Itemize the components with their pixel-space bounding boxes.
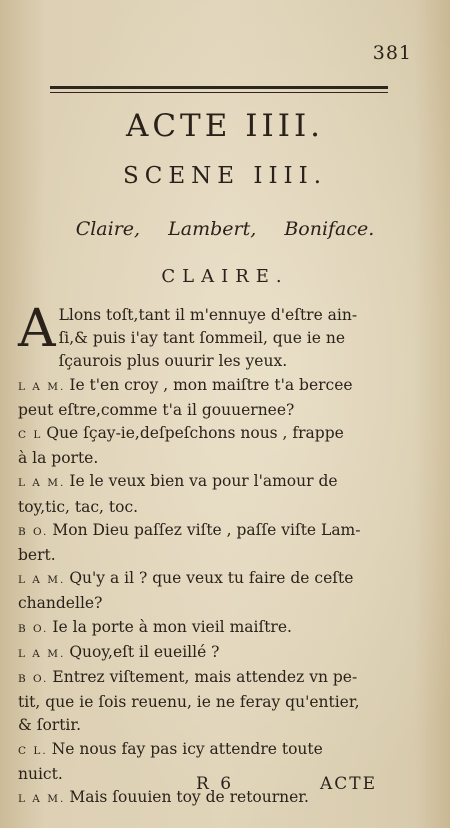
page-number: 381 bbox=[372, 42, 412, 64]
speaker-abbrev: B O. bbox=[18, 525, 49, 538]
page-footer bbox=[0, 774, 450, 798]
header-rule-thin bbox=[50, 92, 388, 93]
line-text: chandelle? bbox=[18, 594, 103, 613]
speaker-abbrev: C L bbox=[18, 429, 43, 442]
text-line bbox=[18, 641, 390, 666]
line-text: Ie le veux bien va pour l'amour de bbox=[69, 472, 338, 491]
header-rule bbox=[50, 86, 388, 89]
line-text: Ie la porte à mon vieil maiſtre. bbox=[52, 617, 292, 636]
text-line bbox=[18, 616, 390, 641]
scene-heading: SCENE IIII. bbox=[122, 163, 328, 189]
cast-member: Lambert, bbox=[168, 218, 257, 240]
text-line bbox=[18, 422, 390, 447]
text-line bbox=[18, 374, 390, 399]
cast-member: Claire, bbox=[75, 218, 141, 240]
speaker-heading: CLAIRE. bbox=[161, 266, 289, 287]
speaker-abbrev: C L. bbox=[18, 744, 48, 757]
line-text: Mais ſouuien toy de retourner. bbox=[69, 788, 309, 807]
line-text: nuict. bbox=[18, 764, 63, 783]
line-text: Que ſçay-ie,deſpeſchons nous , frappe bbox=[46, 424, 344, 443]
catchword: ACTE bbox=[320, 774, 378, 794]
text-line bbox=[18, 714, 390, 737]
speaker-abbrev: L A M. bbox=[18, 793, 66, 806]
speaker-abbrev: B O. bbox=[18, 673, 49, 686]
text-line bbox=[18, 399, 390, 422]
text-line bbox=[18, 470, 390, 495]
text-line bbox=[18, 592, 390, 615]
line-text: Ie t'en croy , mon maiſtre t'a bercee bbox=[69, 375, 353, 394]
line-text: Entrez viſtement, mais attendez vn pe- bbox=[52, 668, 358, 687]
cast-list bbox=[0, 218, 450, 240]
text-line bbox=[18, 519, 390, 544]
line-text: à la porte. bbox=[18, 449, 99, 468]
speaker-abbrev: L A M. bbox=[18, 647, 66, 660]
line-text: Qu'y a il ? que veux tu faire de ceſte bbox=[69, 569, 354, 588]
text-line bbox=[18, 691, 390, 714]
line-text: tit, que ie ſois reuenu, ie ne feray qu'entier, bbox=[18, 693, 360, 712]
line-text: toy,tic, tac, toc. bbox=[18, 497, 139, 516]
line-text: Quoy,eſt il eueillé ? bbox=[69, 642, 220, 661]
speaker-abbrev: L A M. bbox=[18, 477, 66, 490]
line-text: Mon Dieu paſſez viſte , paſſe viſte Lam- bbox=[52, 520, 361, 539]
speaker-abbrev: L A M. bbox=[18, 574, 66, 587]
text-line: Llons toſt,tant il m'ennuye d'eſtre ain- bbox=[58, 306, 358, 324]
line-text: & ſortir. bbox=[18, 716, 82, 735]
text-line: ſi,& puis i'ay tant ſommeil, que ie ne bbox=[58, 329, 346, 348]
signature-mark: R 6 bbox=[196, 774, 235, 794]
dialogue-lines bbox=[18, 350, 390, 811]
act-heading: ACTE IIII. bbox=[125, 108, 325, 144]
dialogue-text bbox=[18, 299, 390, 811]
text-line bbox=[18, 544, 390, 567]
text-line bbox=[18, 447, 390, 470]
text-line bbox=[18, 567, 390, 592]
text-line bbox=[18, 666, 390, 691]
text-line bbox=[18, 738, 390, 763]
speaker-abbrev: L A M. bbox=[18, 380, 66, 393]
text-line bbox=[59, 350, 390, 373]
line-text: ſçaurois plus ouurir les yeux. bbox=[58, 352, 288, 371]
line-text: Ne nous fay pas icy attendre toute bbox=[51, 739, 323, 758]
speaker-abbrev: B O. bbox=[18, 622, 49, 635]
cast-member: Boniface. bbox=[284, 218, 375, 240]
text-line bbox=[18, 496, 390, 519]
drop-cap: A bbox=[18, 299, 56, 359]
line-text: peut eſtre,comme t'a il gouuernee? bbox=[18, 400, 295, 419]
line-text: bert. bbox=[18, 546, 56, 565]
